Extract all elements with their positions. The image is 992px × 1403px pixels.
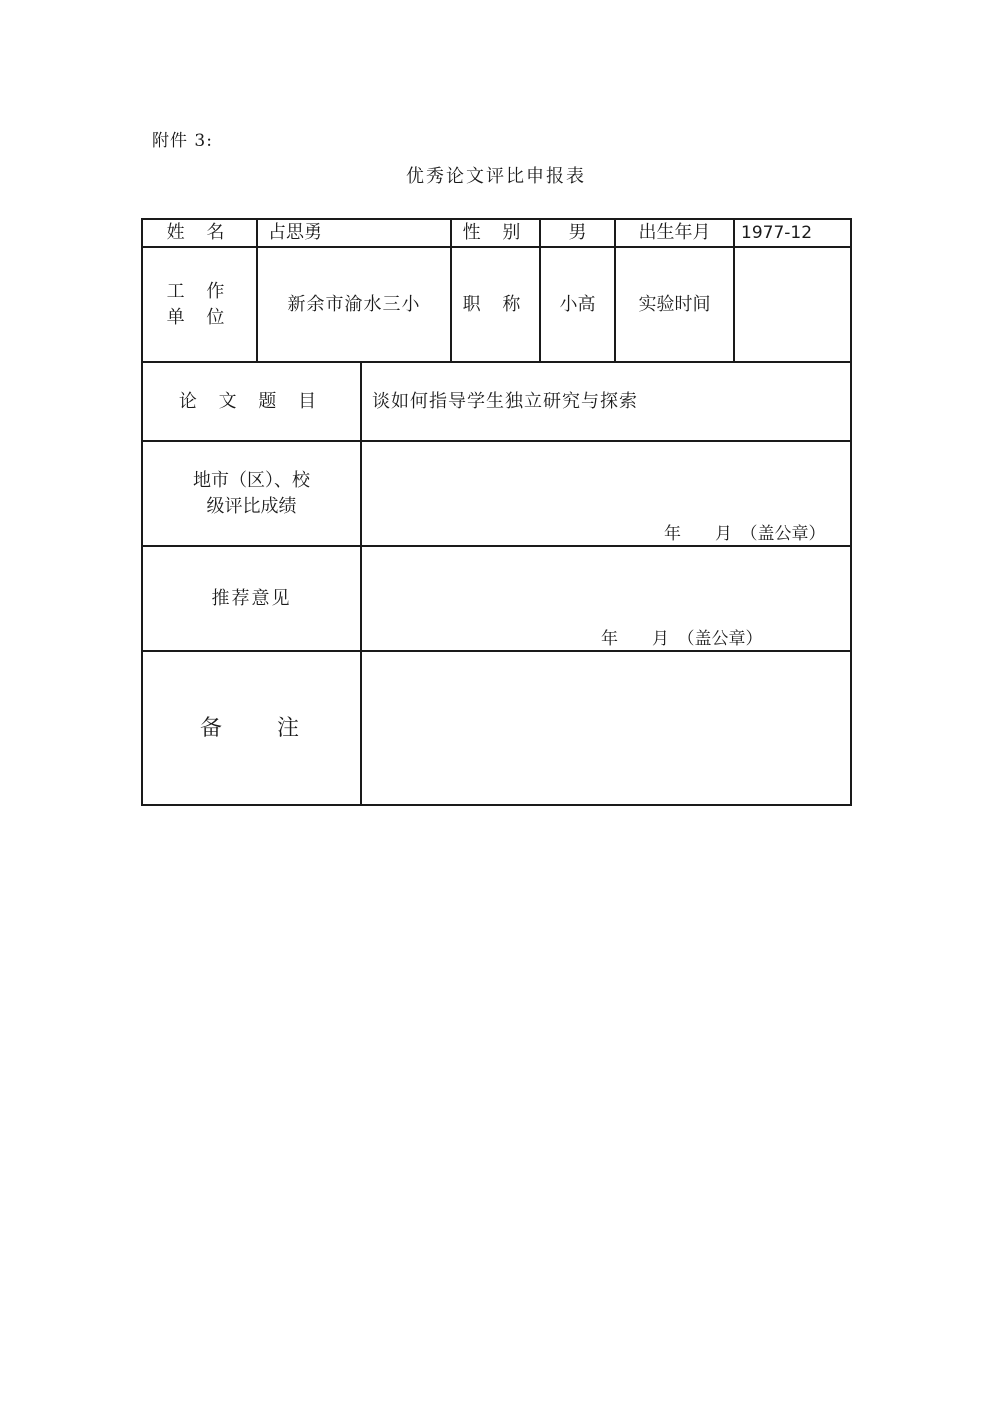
job-title-value: 小高 [559,293,596,315]
city-evaluation-label-line2: 级评比成绩 [206,495,297,517]
form-title: 优秀论文评比申报表 [406,166,586,187]
city-evaluation-label-line1: 地市（区）、校 [193,469,310,491]
work-unit-label-line2: 单 位 [166,306,233,328]
city-evaluation-label [143,442,360,545]
job-title-label: 职 称 [462,293,529,315]
gender-value: 男 [568,222,587,243]
gender-label: 性 别 [462,222,529,243]
experiment-time-value [735,248,850,361]
remarks-value [362,652,850,806]
work-unit-value: 新余市渝水三小 [287,293,421,315]
birth-label: 出生年月 [638,222,711,243]
birth-value: 1977-12 [741,223,813,243]
attachment-label: 附件 3: [152,131,213,151]
experiment-time-label: 实验时间 [638,293,711,315]
application-form-table [141,218,852,806]
name-value: 占思勇 [268,222,322,243]
city-evaluation-stamp: 年 月 （盖公章） [664,524,826,544]
recommendation-stamp: 年 月 （盖公章） [601,629,763,649]
paper-title-value: 谈如何指导学生独立研究与探索 [372,390,638,412]
paper-title-label: 论 文 题 目 [178,390,325,412]
work-unit-label [143,248,256,361]
name-label: 姓 名 [166,222,233,243]
remarks-label: 备 注 [200,716,323,741]
work-unit-label-line1: 工 作 [166,280,233,302]
recommendation-label: 推荐意见 [211,587,292,609]
